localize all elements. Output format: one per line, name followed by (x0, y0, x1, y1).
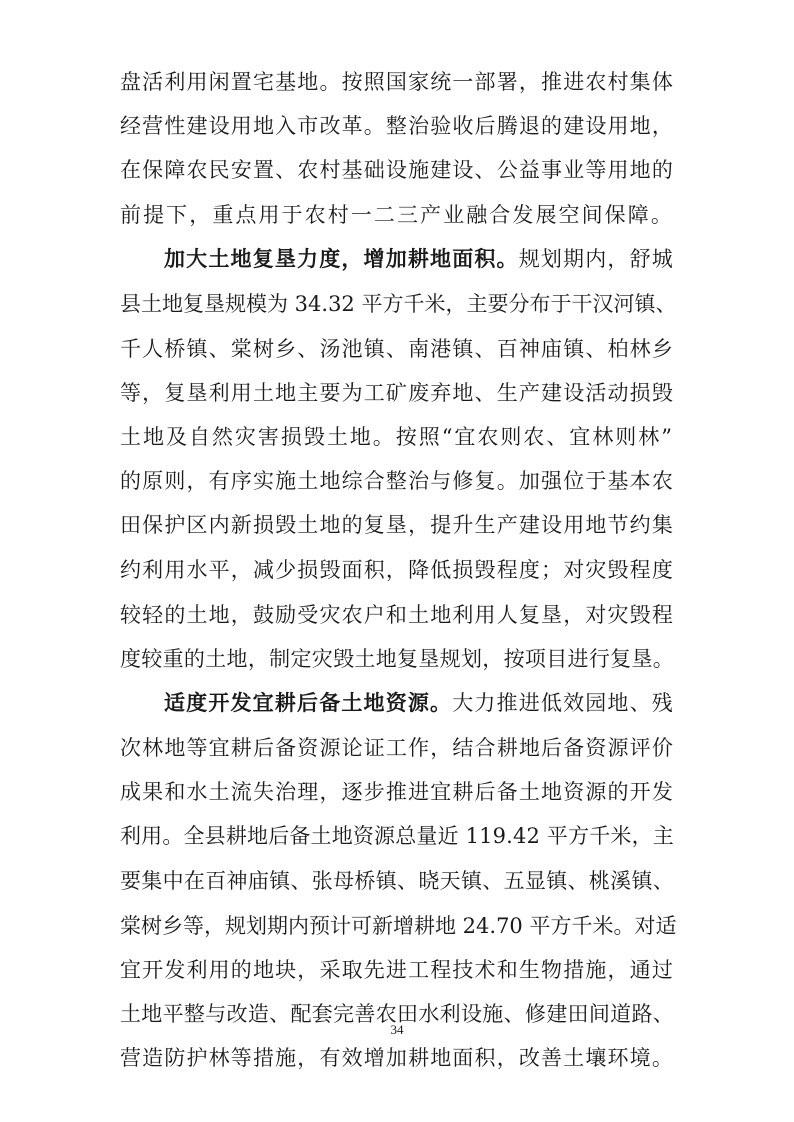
line-text: 利用。全县耕地后备土地资源总量近 119.42 平方千米，主 (120, 824, 674, 848)
line-text-continuation: 规划期内，舒城 (518, 247, 674, 271)
line-text: 土地平整与改造、配套完善农田水利设施、修建田间道路、 (120, 1002, 675, 1026)
body-text-line (0, 373, 794, 413)
body-text-line (0, 150, 794, 190)
body-text-line (0, 62, 794, 102)
paragraph-heading-line (0, 683, 794, 723)
bold-lead-sentence: 适度开发宜耕后备土地资源。 (164, 690, 453, 715)
body-text-line (0, 595, 794, 635)
line-text: 千人桥镇、棠树乡、汤池镇、南港镇、百神庙镇、柏林乡 (120, 337, 674, 361)
line-text: 棠树乡等，规划期内预计可新增耕地 24.70 平方千米。对适 (120, 914, 677, 938)
body-text-line (0, 195, 794, 235)
line-text: 田保护区内新损毁土地的复垦，提升生产建设用地节约集 (120, 513, 674, 537)
bold-lead-sentence: 加大土地复垦力度，增加耕地面积。 (164, 246, 519, 271)
line-text: 经营性建设用地入市改革。整治验收后腾退的建设用地， (120, 114, 674, 138)
line-text: 等，复垦利用土地主要为工矿废弃地、生产建设活动损毁 (120, 381, 674, 405)
body-text-line (0, 417, 794, 457)
line-text: 较轻的土地，鼓励受灾农户和土地利用人复垦，对灾毁程 (120, 603, 674, 627)
body-text-line (0, 284, 794, 324)
line-text: 的原则，有序实施土地综合整治与修复。加强位于基本农 (120, 469, 674, 493)
line-text: 前提下，重点用于农村一二三产业融合发展空间保障。 (120, 203, 674, 227)
line-text: 要集中在百神庙镇、张母桥镇、晓天镇、五显镇、桃溪镇、 (120, 869, 675, 893)
paragraph-heading-line (0, 239, 794, 279)
line-text: 成果和水土流失治理，逐步推进宜耕后备土地资源的开发 (120, 780, 674, 804)
line-text: 盘活利用闲置宅基地。按照国家统一部署，推进农村集体 (120, 70, 674, 94)
line-text-continuation: 大力推进低效园地、残 (452, 691, 674, 715)
line-text: 县土地复垦规模为 34.32 平方千米，主要分布于干汉河镇、 (120, 292, 677, 316)
line-text: 营造防护林等措施，有效增加耕地面积，改善土壤环境。 (120, 1046, 674, 1070)
body-text-line (0, 106, 794, 146)
body-text-line (0, 329, 794, 369)
body-text-line (0, 639, 794, 679)
body-text-line (0, 906, 794, 946)
body-text-line (0, 861, 794, 901)
body-text-line (0, 461, 794, 501)
line-text: 约利用水平，减少损毁面积，降低损毁程度；对灾毁程度 (120, 558, 674, 582)
page-number: 34 (390, 1022, 404, 1037)
line-text: 宜开发利用的地块，采取先进工程技术和生物措施，通过 (120, 958, 674, 982)
body-text-line (0, 772, 794, 812)
body-text-line (0, 1038, 794, 1078)
line-text: 在保障农民安置、农村基础设施建设、公益事业等用地的 (120, 158, 674, 182)
body-text-line (0, 550, 794, 590)
body-text-line (0, 816, 794, 856)
body-text-line (0, 728, 794, 768)
line-text: 次林地等宜耕后备资源论证工作，结合耕地后备资源评价 (120, 736, 674, 760)
body-text-line (0, 950, 794, 990)
line-text: 度较重的土地，制定灾毁土地复垦规划，按项目进行复垦。 (120, 647, 675, 671)
body-text-line (0, 505, 794, 545)
line-text: 土地及自然灾害损毁土地。按照“宜农则农、宜林则林” (120, 425, 674, 449)
